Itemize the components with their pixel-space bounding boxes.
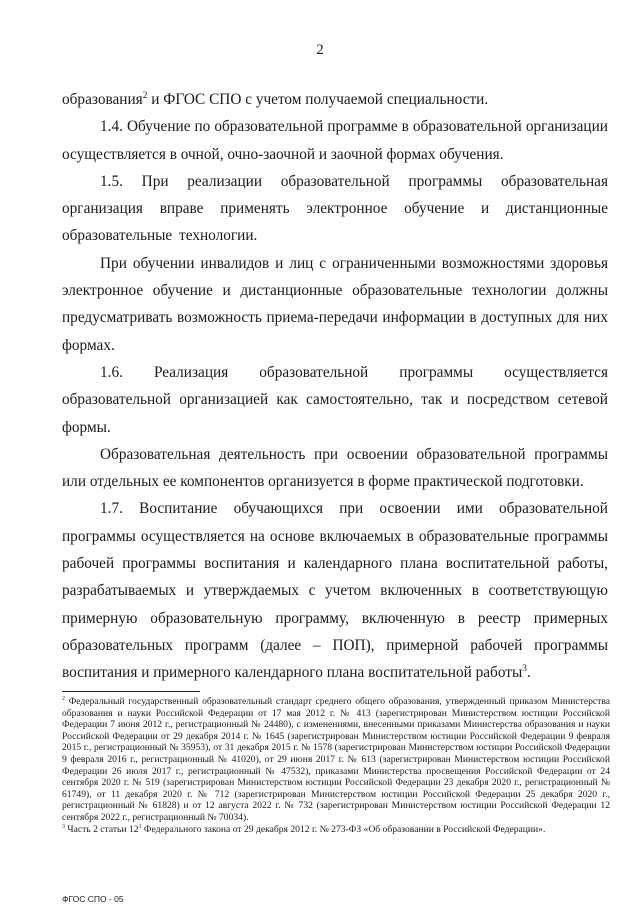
paragraph-text: Образовательная деятельность при освоении образовательной программы или отдельных ее компонентов организуется в форме практической подготовки. <box>62 445 608 491</box>
paragraph <box>62 113 608 168</box>
paragraph-text: 1.4. Обучение по образовательной программе в образовательной организации осуществляется в очной, очно-заочной и заочной формах обучения. <box>62 118 608 163</box>
paragraph-text: 1.6. Реализация образовательной программы осуществляется образовательной организацией как самостоятельно, так и посредством сетевой формы. <box>62 363 608 436</box>
document-code: ФГОС СПО - 05 <box>62 894 124 904</box>
footnote-mark: 2 <box>62 695 65 702</box>
paragraph <box>62 359 608 441</box>
paragraph-text: При обучении инвалидов и лиц с ограниченными возможностями здоровья электронное обучение и дистанционные образовательные технологии должны предусматривать возможность приема-передачи информации в доступных для них формах. <box>62 254 608 354</box>
paragraph <box>62 168 608 250</box>
paragraph <box>62 86 608 113</box>
paragraph <box>62 441 608 496</box>
footnote-divider <box>62 691 200 692</box>
paragraph <box>62 495 608 686</box>
footnote-text: Часть 2 статьи 12 <box>64 823 139 835</box>
paragraph-text: . <box>527 664 531 682</box>
footnote <box>62 696 610 824</box>
page-number: 2 <box>316 42 324 58</box>
footnote-text: Федерального закона от 29 декабря 2012 г. № 273-ФЗ «Об образовании в Российской Федерации». <box>141 823 546 835</box>
footnote-mark: 3 <box>62 823 65 830</box>
paragraph <box>62 250 608 359</box>
footnote-text: Федеральный государственный образовательный стандарт среднего общего образования, утвержденный приказом Министерства образования и науки Российской Федерации от 17 мая 2012 г. № 413 (зарегистрирован Министерством юстиции Российской Федерации 7 июня 2012 г., регистрационный № 24480), с изменениями, внесенными приказами Министерства образования и науки Российской Федерации от 29 декабря 2014 г. № 1645 (зарегистрирован Министерством юстиции Российской Федерации 9 февраля 2015 г., регистрационный № 35953), от 31 декабря 2015 г. № 1578 (зарегистрирован Министерством юстиции Российской Федерации 9 февраля 2016 г., регистрационный № 41020), от 29 июня 2017 г. № 613 (зарегистрирован Министерством юстиции Российской Федерации 26 июля 2017 г., регистрационный № 47532), приказами Министерства просвещения Российской Федерации от 24 сентября 2020 г. № 519 (зарегистрирован Министерством юстиции Российской Федерации 23 декабря 2020 г., регистрационный № 61749), от 11 декабря 2020 г. № 712 (зарегистрирован Министерством юстиции Российской Федерации 25 декабря 2020 г., регистрационный № 61828) и от 12 августа 2022 г. № 732 (зарегистрирован Министерством юстиции Российской Федерации 12 сентября 2022 г., регистрационный № 70034). <box>62 696 610 823</box>
paragraph-text: 1.7. Воспитание обучающихся при освоении ими образовательной программы осуществляется на основе включаемых в образовательные программы рабочей программы воспитания и календарного плана воспитательной работы, разрабатываемых и утверждаемых с учетом включенных в соответствующую примерную образовательную программу, включенную в реестр примерных образовательных программ (далее – ПОП), примерной рабочей программы воспитания и примерного календарного плана воспитательной работы <box>62 500 608 682</box>
paragraph-text: и ФГОС СПО с учетом получаемой специальности. <box>147 91 489 108</box>
footnote-ref: 2 <box>142 90 148 101</box>
article-superscript: 1 <box>138 823 142 830</box>
paragraph-text: образования <box>62 91 143 108</box>
document-body <box>62 86 608 687</box>
footnotes <box>62 696 610 835</box>
footnote-ref: 3 <box>522 664 527 675</box>
footnote <box>62 824 610 836</box>
paragraph-text: 1.5. При реализации образовательной программы образовательная организация вправе применять электронное обучение и дистанционные образовательные технологии. <box>62 172 608 245</box>
